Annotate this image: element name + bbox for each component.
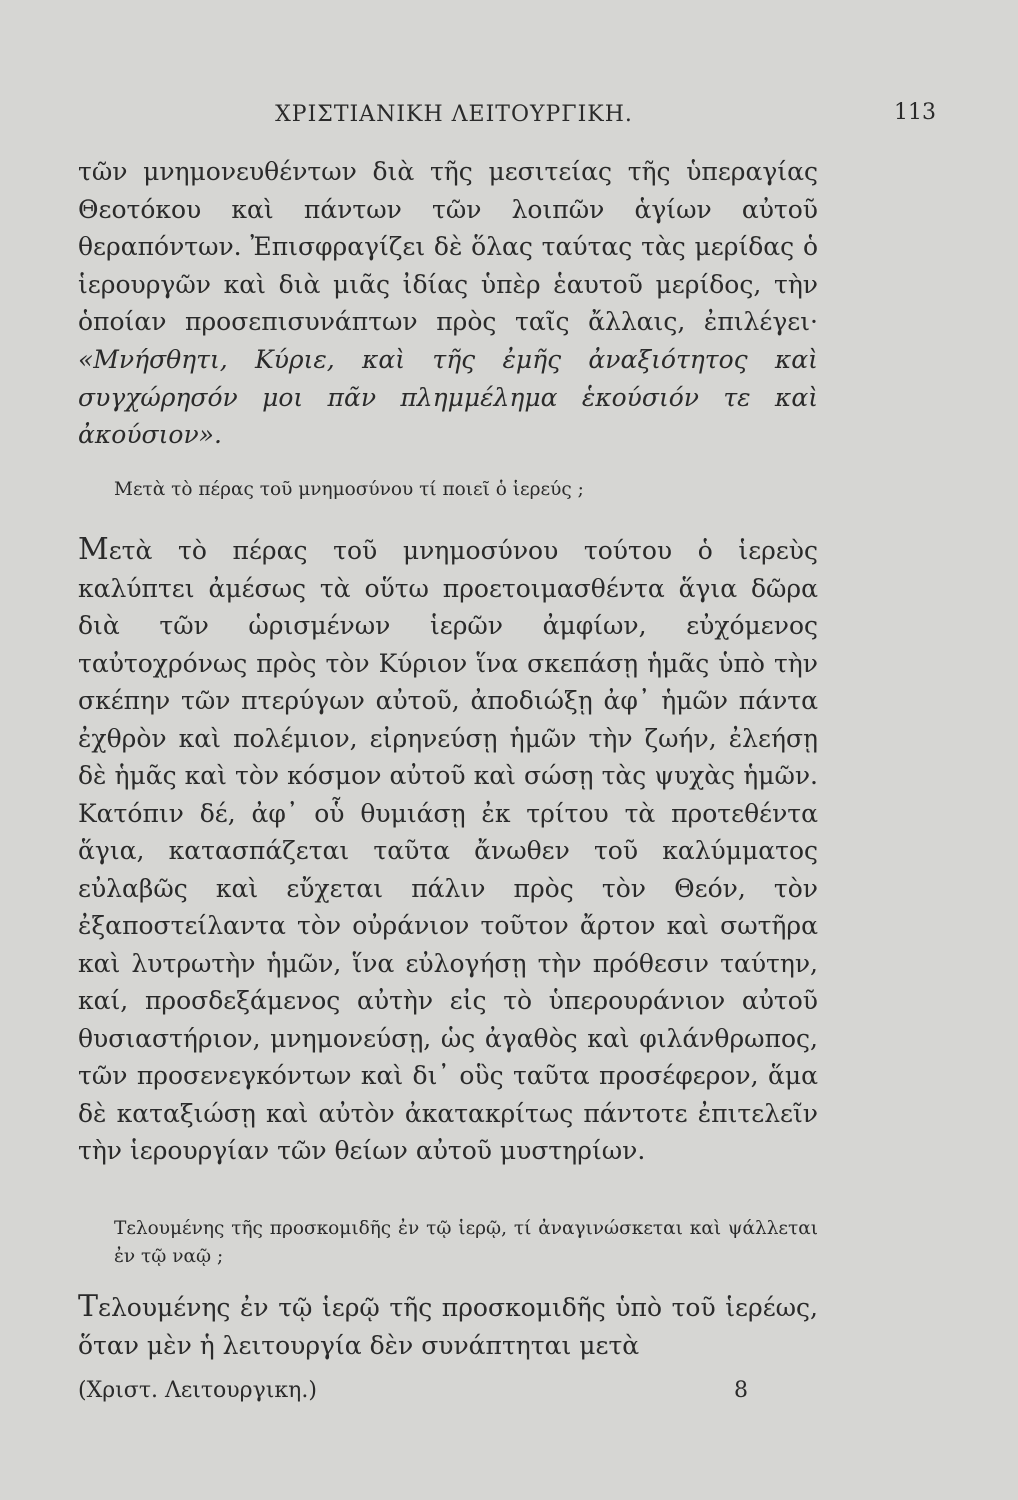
sheet-number: 8 [734, 1378, 748, 1403]
question-block-1 [78, 476, 818, 504]
running-head [78, 96, 936, 136]
page-number: 113 [894, 100, 936, 125]
paragraph-text [78, 153, 818, 454]
page-footer [78, 1376, 818, 1416]
answer-text: Μετὰ τὸ πέρας τοῦ μνημοσύνου τούτου ὁ ἱερεὺς καλύπτει ἀμέσως τὰ οὕτω προετοιμασθέντα ἅγια δῶρα διὰ τῶν ὡρισμένων ἱερῶν ἀμφίων, εὐχόμενος ταὐτοχρόνως πρὸς τὸν Κύριον ἵνα σκεπάσῃ ἡμᾶς ὑπὸ τὴν σκέπην τῶν πτερύγων αὐτοῦ, ἀποδιώξῃ ἀφ᾽ ἡμῶν πάντα ἐχθρὸν καὶ πολέμιον, εἰρηνεύσῃ ἡμῶν τὴν ζωήν, ἐλεήσῃ δὲ ἡμᾶς καὶ τὸν κόσμον αὐτοῦ καὶ σώσῃ τὰς ψυχὰς ἡμῶν. Κατόπιν δέ, ἀφ᾽ οὗ θυμιάσῃ ἐκ τρίτου τὰ προτεθέντα ἅγια, κατασπάζεται ταῦτα ἄνωθεν τοῦ καλύμματος εὐλαβῶς καὶ εὔχεται πάλιν πρὸς τὸν Θεόν, τὸν ἐξαποστείλαντα τὸν οὐράνιον τοῦτον ἄρτον καὶ σωτῆρα καὶ λυτρωτὴν ἡμῶν, ἵνα εὐλογήσῃ τὴν πρόθεσιν ταύτην, καί, προσδεξάμενος αὐτὴν εἰς τὸ ὑπερουράνιον αὐτοῦ θυσιαστήριον, μνημονεύσῃ, ὡς ἀγαθὸς καὶ φιλάνθρωπος, τῶν προσενεγκόντων καὶ δι᾽ οὓς ταῦτα προσέφερον, ἅμα δὲ καταξιώσῃ καὶ αὐτὸν ἀκατακρίτως πάντοτε ἐπιτελεῖν τὴν ἱερουργίαν τῶν θείων αὐτοῦ μυστηρίων. [78, 532, 818, 1165]
question-text: Τελουμένης τῆς προσκομιδῆς ἐν τῷ ἱερῷ, τί ἀναγινώσκεται καὶ ψάλλεται ἐν τῷ ναῷ ; [114, 1218, 818, 1267]
answer-block-2 [78, 1288, 818, 1364]
answer-text: Τελουμένης ἐν τῷ ἱερῷ τῆς προσκομιδῆς ὑπὸ τοῦ ἱερέως, ὅταν μὲν ἡ λειτουργία δὲν συνάπτηται μετὰ [78, 1289, 818, 1360]
answer-block-1 [78, 531, 818, 1170]
question-block-2 [78, 1215, 818, 1271]
paragraph-continuation [78, 153, 818, 454]
question-text: Μετὰ τὸ πέρας τοῦ μνημοσύνου τί ποιεῖ ὁ ἱερεύς ; [114, 479, 584, 500]
footer-signature: (Χριστ. Λειτουργικη.) [78, 1378, 317, 1403]
prayer-quote: «Μνήσθητι, Κύριε, καὶ τῆς ἐμῆς ἀναξιότητος καὶ συγχώρησόν μοι πᾶν πλημμέλημα ἑκούσιόν τε καὶ ἀκούσιον». [78, 344, 818, 450]
running-title: ΧΡΙΣΤΙΑΝΙΚΗ ΛΕΙΤΟΥΡΓΙΚΗ. [275, 102, 633, 127]
paragraph-body: τῶν μνημονευθέντων διὰ τῆς μεσιτείας τῆς ὑπεραγίας Θεοτόκου καὶ πάντων τῶν λοιπῶν ἁγίων αὐτοῦ θεραπόντων. Ἐπισφραγίζει δὲ ὅλας ταύτας τὰς μερίδας ὁ ἱερουργῶν καὶ διὰ μιᾶς ἰδίας ὑπὲρ ἑαυτοῦ μερίδος, τὴν ὁποίαν προσεπισυνάπτων πρὸς ταῖς ἄλλαις, ἐπιλέγει· [78, 157, 818, 337]
